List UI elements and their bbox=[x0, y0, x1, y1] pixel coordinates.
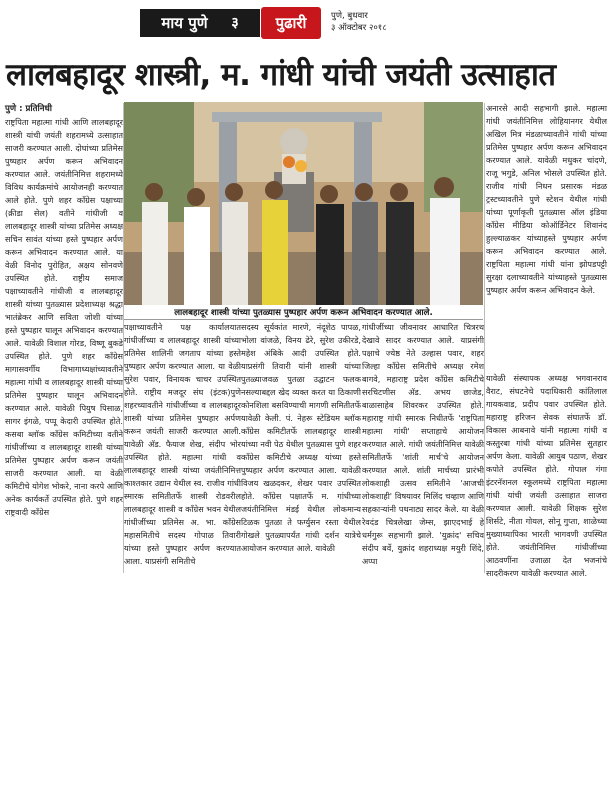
issue-date: ३ ऑक्टोबर २०१८ bbox=[331, 23, 387, 33]
column-6-text: यावेळी संस्थापक अध्यक्ष भगवानराव वैराट, संघटनेचे पदाधिकारी कांतिलाल गायकवाड, प्रदीप पवार उपस्थित होते. महाराष्ट्र हरिजन सेवक संघातर्फे डॉ. विकास आबनावे यांनी महात्मा गांधी व कस्तुरबा गांधी यांच्या प्रतिमेस सुतहार अर्पण केला. यावेळी आयुब पठाण, शेखर कपोते उपस्थित होते. गोपाल गंगा इंटरनॅशनल स्कूलमध्ये राष्ट्रपिता महात्मा गांधी यांची जयंती उत्साहात साजरा करण्यात आली. यावेळी शिक्षक सुरेश शिर्सटे, नीता गोयल, सोनू गुप्ता, शाळेच्या मुख्याध्यापिका भारती भागवणी उपस्थित होते. जयंतीनिमित्त गांधीजींच्या आठवणींना उजाळा देत भजनांचे सादरीकरण यावेळी करण्यात आले. bbox=[486, 373, 607, 578]
column-6 bbox=[486, 372, 607, 578]
column-4 bbox=[362, 321, 484, 576]
section-title: माय पुणे bbox=[161, 14, 208, 32]
column-4-text: गांधीजींच्या जीवनावर आधारित चित्ररथ देखावे सादर करण्यात आले. याप्रसंगी पक्षाचे ज्येष्ठ नेते उल्हास पवार, शहर जिल्हा काँग्रेस समितीचे अध्यक्ष रमेश बागवे, महाराष्ट्र प्रदेश काँग्रेस कमिटीचे सरचिटणीस अ‍ॅड. अभय छाजेड, बाळासाहेब शिवरकर उपस्थित होते. महाराष्ट्र गांधी स्मारक निधीतर्फे 'राष्ट्रपिता महात्मा गांधी' सप्ताहाचे आयोजन करण्यात आले. गांधी जयंतीनिमित्त यावेळी समितीतर्फे 'शांती मार्च'चे आयोजन करण्यात आले. शांती मार्चच्या प्रारंभी लोकशाही उत्सव समितीने 'आजची लोकशाही' विषयावर मिलिंद चव्हाण आणि सहकाऱ्यांनी पथनाट्य सादर केले. या वेळी रेवदंड चित्रलेखा जेम्स, झाएदभाई हे धर्मगुरू सहभागी झाले. 'युक्रांद' सचिव संदीप बर्वे, युक्रांद शहराध्यक्ष मयुरी शिंदे, अप्पा bbox=[362, 322, 484, 566]
column-1 bbox=[5, 103, 123, 523]
byline: पुणे : प्रतिनिधी bbox=[5, 104, 53, 114]
masthead bbox=[120, 3, 475, 45]
column-divider bbox=[123, 103, 124, 573]
edition-info bbox=[331, 10, 471, 34]
article-headline: लालबहादूर शास्त्री, म. गांधी यांची जयंती उत्साहात bbox=[6, 57, 556, 93]
news-photo bbox=[124, 102, 483, 305]
photo-caption: लालबहादूर शास्त्री यांच्या पुतळ्यास पुष्पहार अर्पण करून अभिवादन करण्यात आले. bbox=[124, 306, 483, 320]
column-2-text: पक्षाच्यावतीने पक्ष कार्यालयात गांधीजींच्या व लालबहादूर शास्त्री यांच्या प्रतिमेस शालिनी जगताप यांच्या हस्ते पुष्पहार अर्पण करण्यात आला. या वेळी सुरेश पवार, विनायक चाचर उपस्थित होते. राष्ट्रीय मजदूर संघ (इंटक)पुणे शहरच्यावतीने गांधीजींच्या व लालबहादूर शास्त्री यांच्या प्रतिमेस पुष्पहार अर्पण करून जयंती साजरी करण्यात आली. यावेळी अ‍ॅड. फैयाज शेख, संदीप भोर उपस्थित होते. महात्मा गांधी व लालबहादूर शास्त्री यांच्या जयंतीनिमित्त काश्तकार उद्यान येथील स्व. राजीव गांधी स्मारक समितीतर्फे शास्त्री रोडवरील लालबहादूर शास्त्री व काँग्रेस भवन येथील गांधीजींच्या प्रतिमेस अ. भा. काँग्रेस महासमितीचे सदस्य गोपाळ तिवारी यांच्या हस्ते पुष्पहार अर्पण करण्यात आला. याप्रसंगी समितीचे bbox=[124, 322, 241, 566]
column-3-text: सदस्य सूर्यकांत मारणे, नंदूशेठ पापळ, भोला वांजळे, विनय ढेरे, सुरेश उकीरडे, महेश अंबिके आदी उपस्थित होते. याप्रसंगी तिवारी यांनी शास्त्री यांच्या पुतळ्याजवळ पुतळा उद्घाटन फलक नसल्याबद्दल खेद व्यक्त करत या ठिकाणी कोनशिला बसविण्याची मागणी समितीतर्फे यावेळी केली. पं. नेहरू स्टेडियम ब्लॉक काँग्रेस कमिटीतर्फे लालबहादूर शास्त्री यांच्या नवी पेठ येथील पुतळ्यास पुणे शहर काँग्रेस कमिटीचे अध्यक्ष यांच्या हस्ते पुष्पहार अर्पण करण्यात आला. यावेळी विजय खळदकर, शेखर पवार उपस्थित होते. काँग्रेस पक्षातर्फे म. गांधीच्या जयंतीनिमित्त मंडई येथील लोकमान्य टिळक पुतळा ते फर्ग्युसन रस्ता येथील गोखले पुतळ्यापर्यंत गांधी दर्शन यात्रेचे आयोजन करण्यात आले. यावेळी bbox=[241, 322, 361, 553]
column-divider bbox=[484, 103, 485, 573]
city-day: पुणे, बुधवार bbox=[331, 11, 368, 21]
page-number: ३ bbox=[231, 15, 239, 31]
column-3 bbox=[241, 321, 361, 576]
column-1-text: राष्ट्रपिता महात्मा गांधी आणि लालबहादूर शास्त्री यांची जयंती शहरामध्ये उत्साहात साजरी करण्यात आली. दोघांच्या प्रतिमेस पुष्पहार अर्पण करून अभिवादन करण्यात आले. जयंतीनिमित्त शहरामध्ये विविध कार्यक्रमांचे आयोजनही करण्यात आले होते. पुणे शहर काँग्रेस पक्षाच्या (क्रीडा सेल) वतीने गांधीजी व लालबहादूर शास्त्री यांच्या प्रतिमेस अध्यक्ष सचिन सावंत यांच्या हस्ते पुष्पहार अर्पण करून अभिवादन करण्यात आले. या वेळी विनोद पुरोहित, अक्षय सोनवणे उपस्थित होते. राष्ट्रीय समाज पक्षाच्यावतीने गांधीजी व लालबहादूर शास्त्री यांच्या पुतळ्यास प्रदेशाध्यक्ष श्रद्धा भातंब्रेकर आणि सविता जोशी यांच्या हस्ते पुष्पहार घालून अभिवादन करण्यात आले. यावेळी विशाल गोरड, विष्णू बुकडे उपस्थित होते. पुणे शहर काँग्रेस मागासवर्गीय विभागाध्यक्षांच्यावतीने महात्मा गांधी व लालबहादूर शास्त्री यांच्या प्रतिमेस पुष्पहार घालून अभिवादन करण्यात आले. यावेळी पियुष पिसाळ, सागर इंगळे, पप्पू केदारी उपस्थित होते. कसबा ब्लॉक काँग्रेस कमिटीच्या वतीने गांधीजींच्या व लालबहादूर शास्त्री यांच्या प्रतिमेस पुष्पहार अर्पण करून जयंती साजरी करण्यात आली. या वेळी कमिटीचे योगेश भोकरे, नाना करपे आणि अनेक कार्यकर्ते उपस्थित होते. पुणे शहर राष्ट्रवादी काँग्रेस bbox=[5, 117, 123, 517]
photo-illustration bbox=[124, 102, 483, 305]
column-2 bbox=[124, 321, 241, 576]
newspaper-logo: पुढारी bbox=[261, 7, 321, 39]
column-5-text: अनारसे आदी सहभागी झाले. महात्मा गांधी जयंतीनिमित्त लोहियानगर येथील अखिल मित्र मंडळाच्यावतीने गांधी यांच्या प्रतिमेस पुष्पहार अर्पण करून अभिवादन करण्यात आले. यावेळी मधुकर चांदणे, राजू भगुडे, अनिल भोसले उपस्थित होते. राजीव गांधी निधन प्रसारक मंडळ ट्रस्टच्यावतीने पुणे स्टेशन येथील गांधी यांच्या पूर्णाकृती पुतळ्यास ऑल इंडिया काँग्रेस मीडिया कोऑर्डिनेटर शिवानंद हुल्ल्याळकर यांच्याहस्ते पुष्पहार अर्पण करून अभिवादन करण्यात आले. राष्ट्रपिता महात्मा गांधी यांना झोपडपट्टी सुरक्षा दलाच्यावतीने यांच्याहस्ते पुतळ्यास पुष्पहार अर्पण करून अभिवादन केले. bbox=[486, 103, 607, 295]
